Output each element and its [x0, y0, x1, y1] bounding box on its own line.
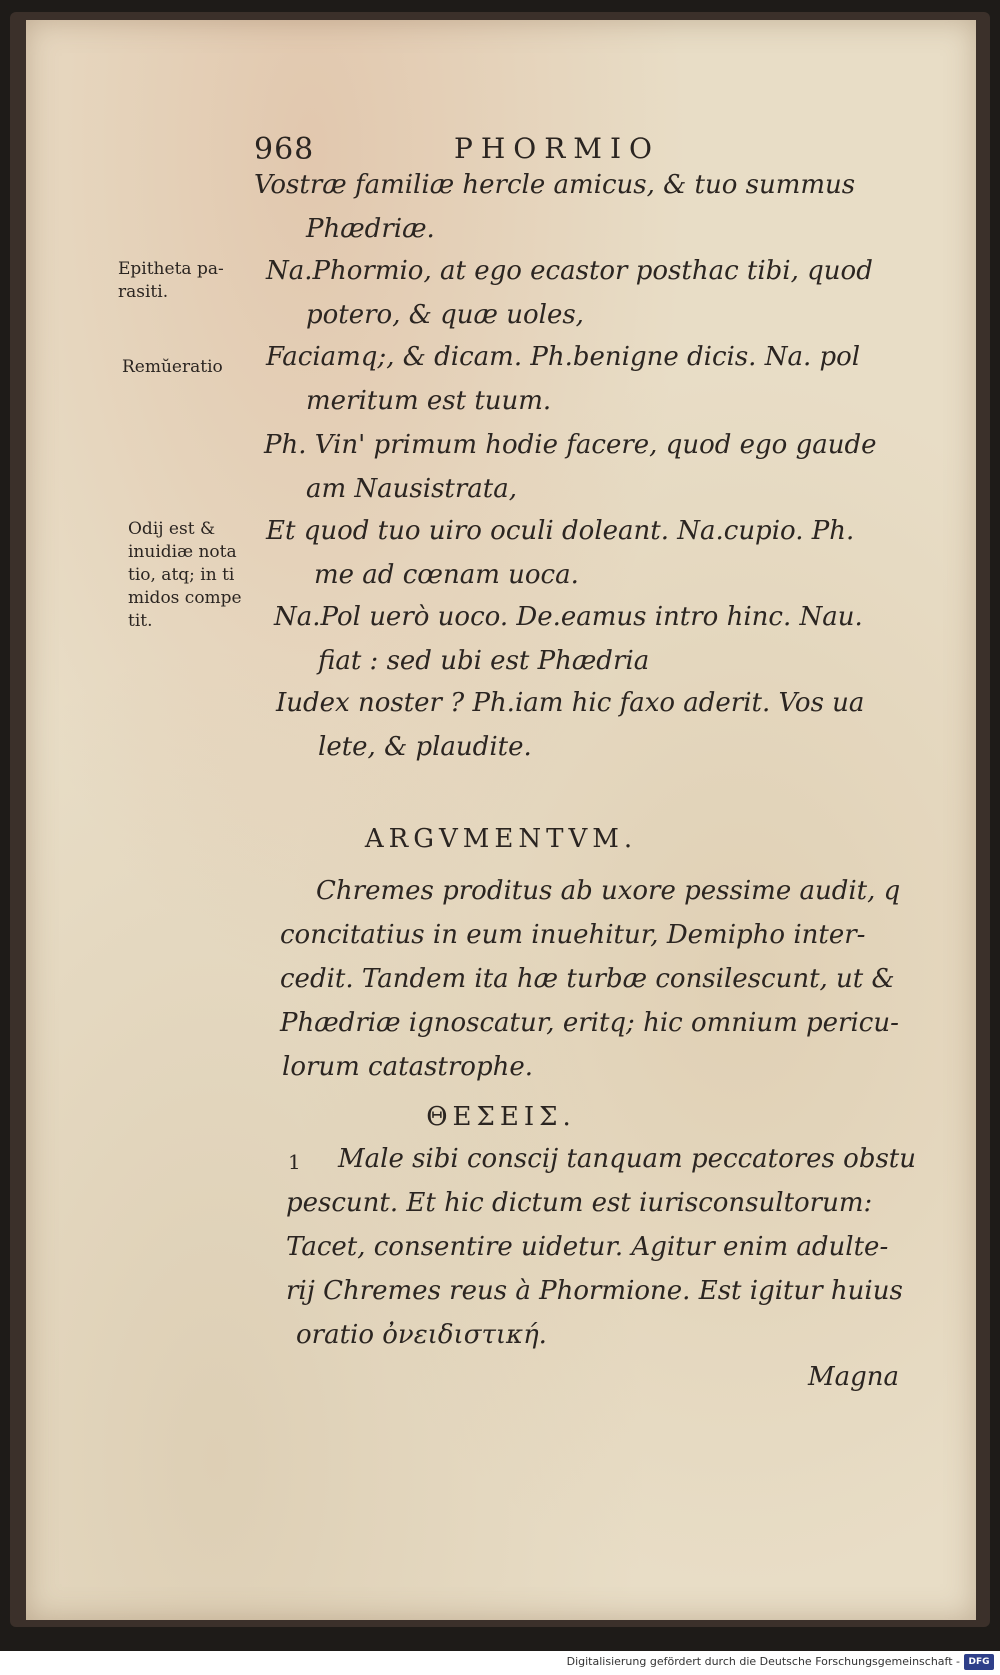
verse-line: Et quod tuo uiro oculi doleant. Na.cupio. Ph.: [266, 516, 855, 546]
margin-note-epitheta: [118, 258, 224, 304]
footer-bar: [0, 1651, 1000, 1675]
theseis-line: pescunt. Et hic dictum est iurisconsultorum:: [286, 1188, 873, 1218]
margin-note-line: tit.: [128, 611, 153, 631]
margin-note-line: Odij est &: [128, 519, 216, 539]
argumentum-heading: ARGVMENTVM.: [364, 824, 638, 854]
verse-line: Iudex noster ? Ph.iam hic faxo aderit. Vos ua: [276, 688, 865, 718]
argumentum-line: concitatius in eum inuehitur, Demipho inter-: [280, 920, 866, 950]
running-title: PHORMIO: [454, 132, 660, 165]
margin-note-odij: [128, 518, 242, 633]
margin-note-line: midos compe: [128, 588, 242, 608]
theseis-number: 1: [288, 1150, 301, 1174]
verse-line: Na.Pol uerò uoco. De.eamus intro hinc. Nau.: [274, 602, 863, 632]
dfg-logo-icon: DFG: [964, 1654, 994, 1670]
verse-line: fiat : sed ubi est Phædria: [318, 646, 650, 676]
theseis-line: rij Chremes reus à Phormione. Est igitur huius: [286, 1276, 903, 1306]
verse-line: Vostræ familiæ hercle amicus, & tuo summus: [254, 170, 856, 200]
verse-line: Ph. Vin' primum hodie facere, quod ego gaude: [264, 430, 877, 460]
page-number: 968: [254, 132, 315, 167]
verse-line: potero, & quæ uoles,: [306, 300, 584, 330]
argumentum-line: Chremes proditus ab uxore pessime audit, q: [316, 876, 901, 906]
theseis-heading: ΘΕΣΕΙΣ.: [426, 1102, 576, 1132]
margin-note-line: tio, atq; in ti: [128, 565, 235, 585]
margin-note-line: rasiti.: [118, 282, 169, 302]
verse-line: Faciamq;, & dicam. Ph.benigne dicis. Na. pol: [266, 342, 861, 372]
argumentum-line: lorum catastrophe.: [282, 1052, 533, 1082]
theseis-line: Male sibi conscij tanquam peccatores obstu: [338, 1144, 916, 1174]
theseis-line: oratio ὀνειδιστική.: [296, 1320, 547, 1350]
argumentum-line: Phædriæ ignoscatur, eritq; hic omnium pericu-: [280, 1008, 899, 1038]
verse-line: Phædriæ.: [306, 214, 435, 244]
verse-line: me ad cœnam uoca.: [314, 560, 579, 590]
verse-line: meritum est tuum.: [306, 386, 552, 416]
margin-note-line: Epitheta pa-: [118, 259, 224, 279]
argumentum-line: cedit. Tandem ita hæ turbæ consilescunt, ut &: [280, 964, 895, 994]
verse-line: lete, & plaudite.: [318, 732, 532, 762]
verse-line: Na.Phormio, at ego ecastor posthac tibi, quod: [266, 256, 873, 286]
margin-note-line: inuidiæ nota: [128, 542, 237, 562]
catchword: Magna: [808, 1362, 900, 1392]
footer-credit: Digitalisierung gefördert durch die Deutsche Forschungsgemeinschaft -: [566, 1655, 960, 1668]
margin-note-remuneratio: [122, 356, 223, 379]
verse-line: am Nausistrata,: [306, 474, 518, 504]
margin-note-line: Remŭeratio: [122, 357, 223, 377]
theseis-line: Tacet, consentire uidetur. Agitur enim adulte-: [286, 1232, 889, 1262]
book-page: [26, 20, 976, 1620]
